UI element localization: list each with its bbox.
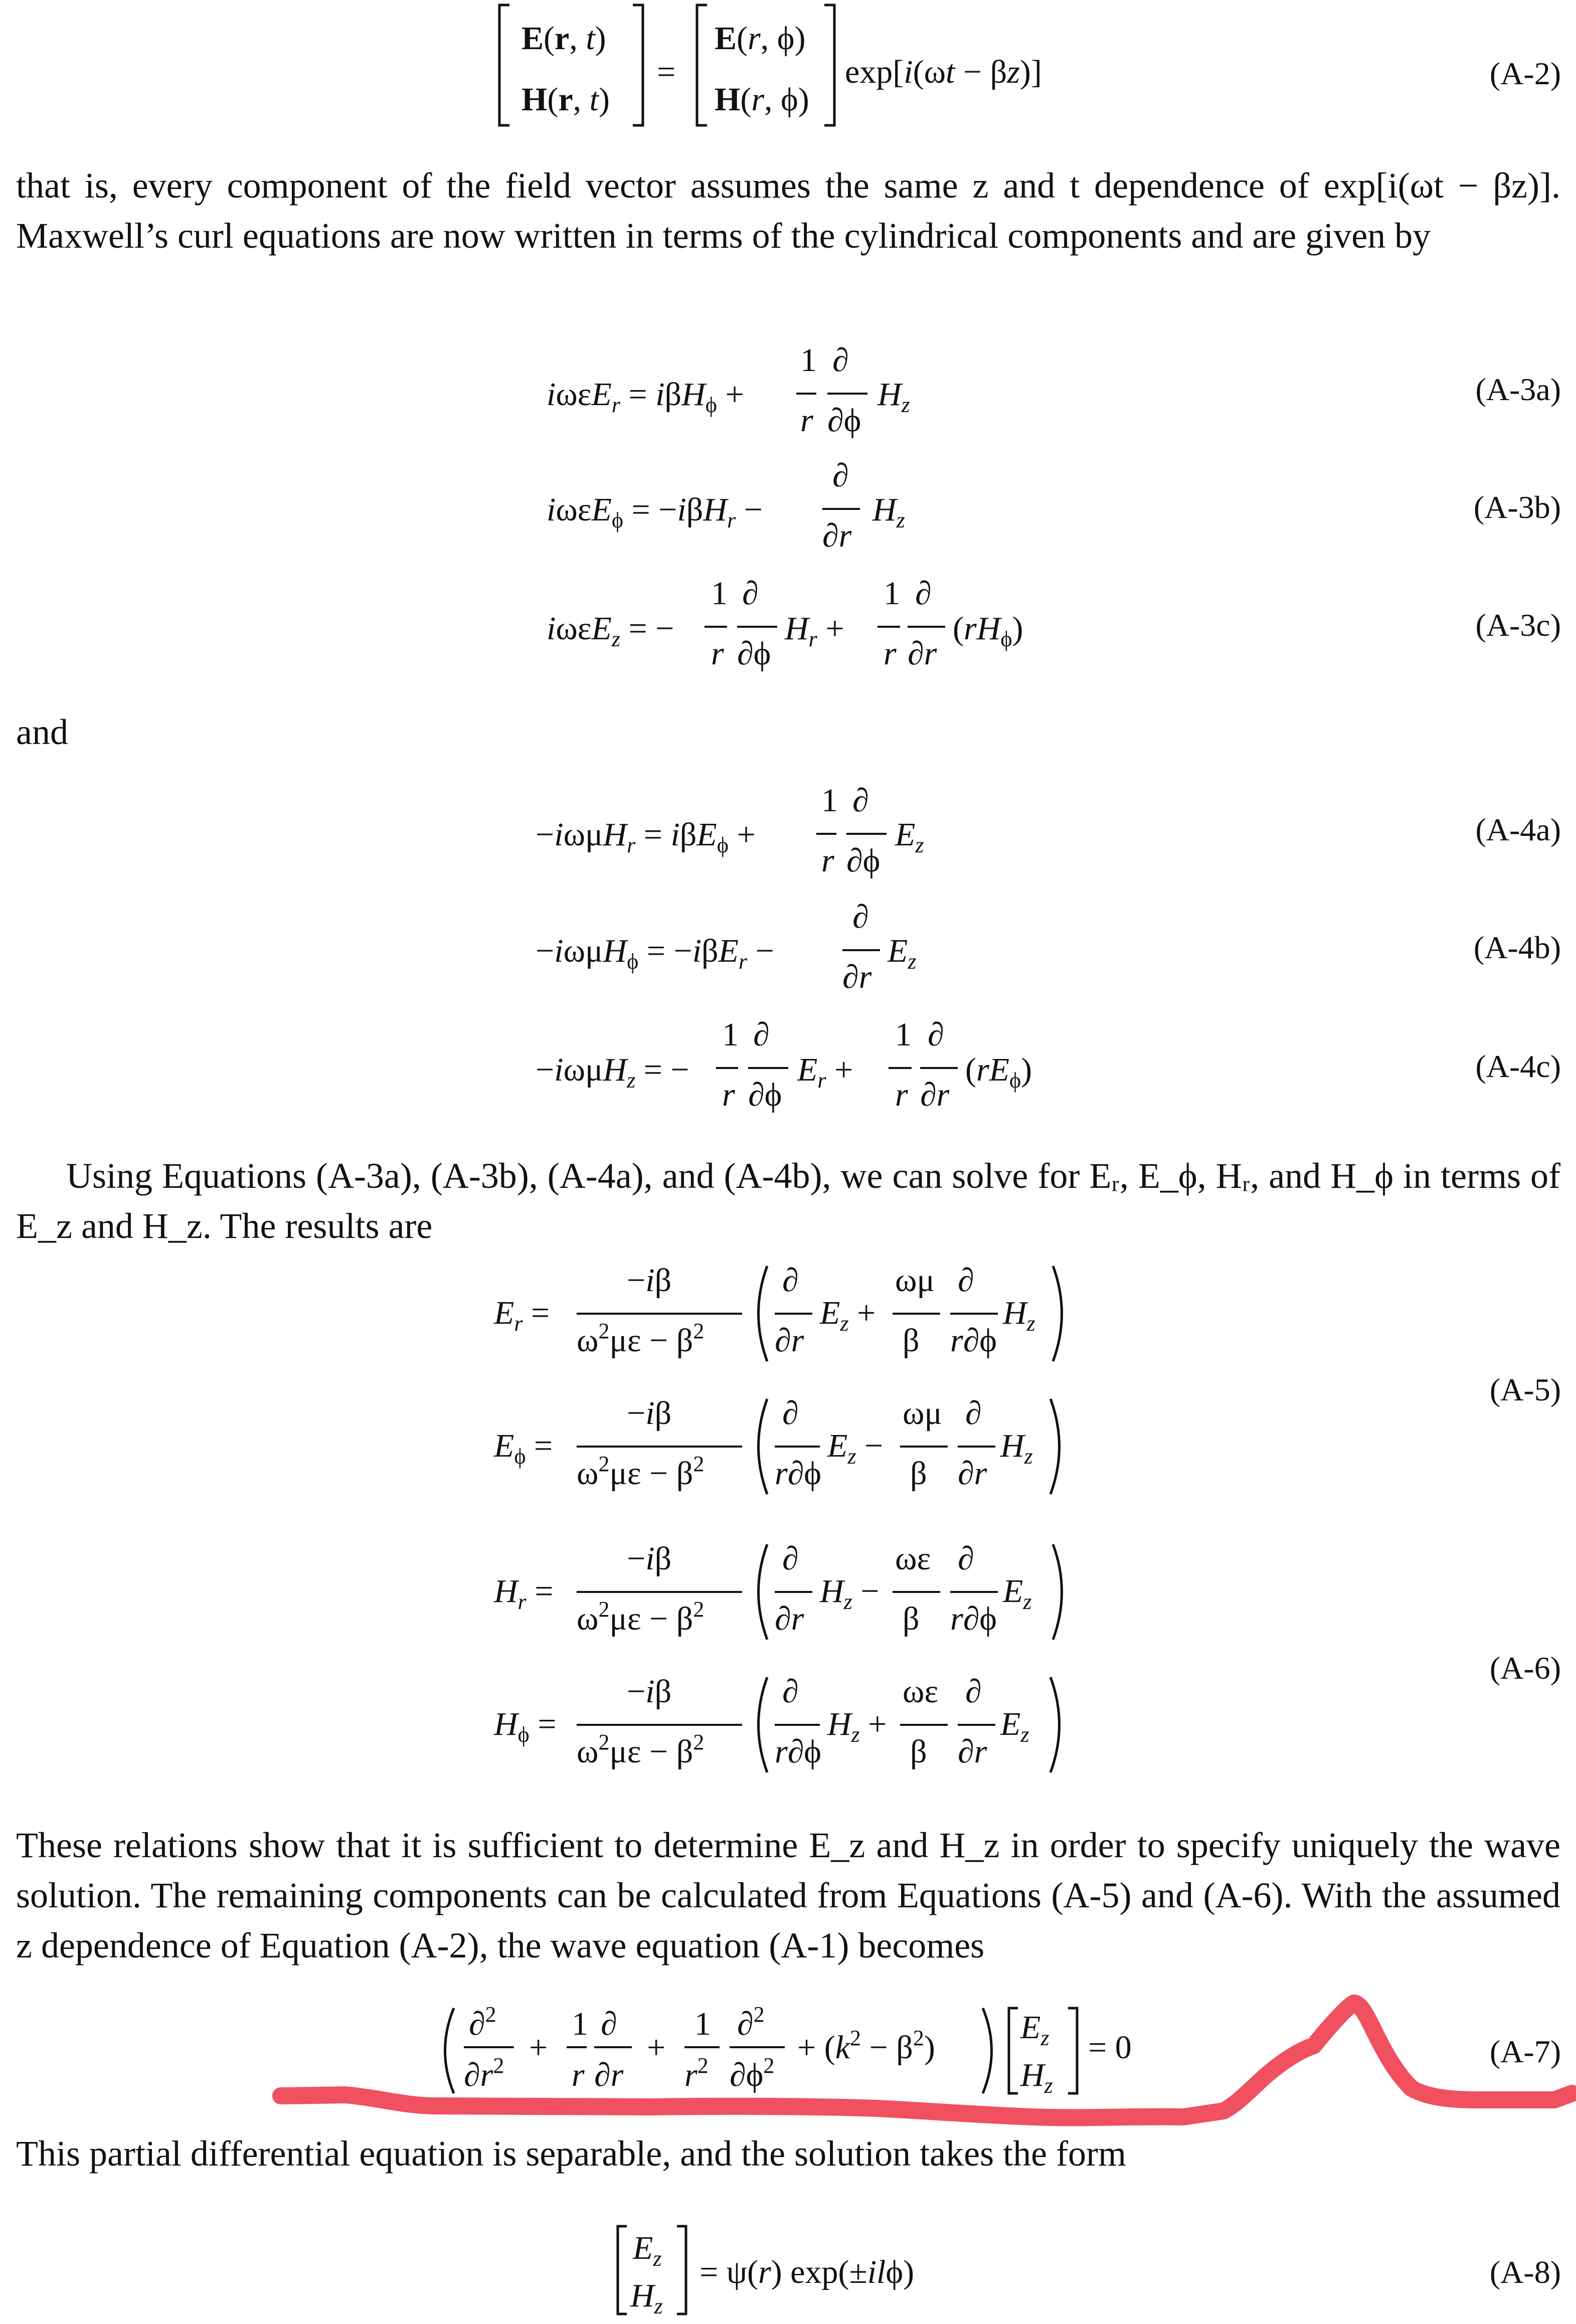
svg-text:−iωμHϕ = −iβEr −: −iωμH$_\phi$ = −iβE$_r$ − xyxy=(536,933,774,974)
svg-text:Er =: $E_r$ = xyxy=(494,1295,550,1336)
svg-text:β: β xyxy=(903,1600,920,1637)
svg-text:1: 1 xyxy=(694,2006,711,2042)
svg-text:∂r: ∂r xyxy=(775,1600,804,1637)
svg-text:=: = xyxy=(657,54,676,90)
svg-text:∂: ∂ xyxy=(782,1540,799,1577)
equation-tag-a4b: (A-4b) xyxy=(1473,930,1561,965)
svg-text:= ψ(r) exp(±ilϕ): = ψ(r) exp(±ilϕ) xyxy=(699,2254,915,2290)
equation-tag-a4a: (A-4a) xyxy=(1475,812,1561,847)
svg-text:∂: ∂ xyxy=(753,1016,770,1053)
svg-text:∂: ∂ xyxy=(601,2006,617,2042)
svg-text:∂r: ∂r xyxy=(920,1077,950,1113)
paragraph-3: These relations show that it is sufficient to determine E_z and H_z in order to specify uniquely the wave solution. The remaining components can be calculated from Equations (A-5) and (A-6). With the assumed z dependence of Equation (A-2), the wave equation (A-1) becomes xyxy=(16,1825,1560,1965)
svg-text:∂: ∂ xyxy=(852,782,869,819)
svg-text:∂: ∂ xyxy=(958,1262,974,1299)
svg-text:−iβ: −iβ xyxy=(627,1262,672,1299)
svg-text:Hz: $H_z$ xyxy=(872,491,905,532)
svg-text:r∂ϕ: r∂ϕ xyxy=(775,1733,822,1770)
svg-text:E(r, ϕ): E(r, ϕ) xyxy=(715,20,806,57)
paragraph-2: Using Equations (A-3a), (A-3b), (A-4a), and (A-4b), we can solve for Eᵣ, E_ϕ, Hᵣ, and H_ϕ in terms of E_z and H_z. The results are xyxy=(16,1156,1560,1246)
equation-tag-a3b: (A-3b) xyxy=(1473,489,1561,525)
svg-text:1: 1 xyxy=(722,1016,739,1053)
svg-text:1: 1 xyxy=(821,782,838,819)
equation-tag-a3a: (A-3a) xyxy=(1475,372,1561,407)
svg-text:r: r xyxy=(821,842,834,879)
paragraph-1: that is, every component of the field vector assumes the same z and t dependence of exp[i(ωt − βz)]. Maxwell’s curl equations are now written in terms of the cylindrical components and are given by xyxy=(16,165,1560,256)
svg-text:ωε: ωε xyxy=(895,1540,931,1577)
equation-tag-a5: (A-5) xyxy=(1489,1372,1561,1407)
svg-text:ω2με − β2: $\omega^2\mu\varepsilon - \beta^2$ xyxy=(577,1597,705,1637)
svg-text:Hr =: $H_r$ = xyxy=(494,1573,554,1614)
svg-text:H(r, ϕ): H(r, ϕ) xyxy=(715,81,809,118)
svg-text:ω2με − β2: $\omega^2\mu\varepsilon - \beta^2$ xyxy=(577,1730,705,1770)
svg-text:∂: ∂ xyxy=(782,1673,799,1710)
svg-text:Ez +: $E_z$ + xyxy=(820,1295,876,1336)
svg-text:r: r xyxy=(884,635,897,672)
svg-text:∂r: ∂r xyxy=(958,1733,987,1770)
svg-text:β: β xyxy=(910,1733,927,1770)
svg-text:Eϕ =: $E_\phi$ = xyxy=(494,1427,553,1469)
paragraph-and: and xyxy=(16,712,68,752)
svg-text:−iβ: −iβ xyxy=(627,1395,672,1432)
svg-text:Hz −: $H_z$ − xyxy=(820,1573,880,1614)
svg-text:Hz: $H_z$ xyxy=(1020,2057,1053,2098)
svg-text:∂r2: $\partial r^2$ xyxy=(464,2053,504,2093)
svg-text:∂2: ∂$^2$ xyxy=(469,2002,496,2042)
svg-text:Ez: $E_z$ xyxy=(1003,1573,1032,1614)
svg-text:iωεEϕ = −iβHr −: iωεE$_\phi$ = −iβH$_r$ − xyxy=(547,491,763,532)
svg-text:∂: ∂ xyxy=(782,1262,799,1299)
svg-text:Hz +: $H_z$ + xyxy=(827,1706,887,1747)
svg-text:Er +: $E_r$ + xyxy=(797,1051,853,1093)
paragraph-4: This partial differential equation is separable, and the solution takes the form xyxy=(16,2133,1126,2174)
equation-tag-a4c: (A-4c) xyxy=(1475,1048,1561,1084)
svg-text:1: 1 xyxy=(800,342,817,379)
svg-text:Ez: $E_z$ xyxy=(633,2230,662,2271)
svg-text:∂r: ∂r xyxy=(822,517,852,554)
svg-text:∂: ∂ xyxy=(965,1395,982,1432)
svg-text:Ez −: $E_z$ − xyxy=(827,1427,884,1469)
svg-text:1: 1 xyxy=(884,575,900,612)
svg-text:exp[i(ωt − βz)]: exp[i(ωt − βz)] xyxy=(845,54,1042,90)
svg-text:∂: ∂ xyxy=(965,1673,982,1710)
svg-text:∂: ∂ xyxy=(958,1540,974,1577)
svg-text:∂ϕ: ∂ϕ xyxy=(737,635,771,672)
svg-text:Hz: $H_z$ xyxy=(1003,1295,1035,1336)
svg-text:∂r: ∂r xyxy=(775,1322,804,1359)
svg-text:ωμ: ωμ xyxy=(903,1395,942,1432)
svg-text:r∂ϕ: r∂ϕ xyxy=(950,1322,997,1359)
svg-text:∂ϕ: ∂ϕ xyxy=(748,1077,782,1113)
svg-text:∂: ∂ xyxy=(915,575,932,612)
svg-text:∂r: ∂r xyxy=(908,635,937,672)
svg-text:Hz: $H_z$ xyxy=(630,2277,663,2318)
svg-text:ω2με − β2: $\omega^2\mu\varepsilon - \beta^2$ xyxy=(577,1452,705,1492)
svg-text:∂: ∂ xyxy=(928,1016,944,1053)
svg-text:∂2: ∂$^2$ xyxy=(737,2002,765,2042)
equation-tag-a6: (A-6) xyxy=(1489,1650,1561,1686)
svg-text:1: 1 xyxy=(572,2006,588,2042)
svg-text:1: 1 xyxy=(711,575,728,612)
svg-text:Ez: $E_z$ xyxy=(1020,2009,1049,2050)
svg-text:−iωμHz = −: −iωμH$_z$ = − xyxy=(536,1051,689,1093)
svg-text:r∂ϕ: r∂ϕ xyxy=(775,1455,822,1492)
svg-text:r∂ϕ: r∂ϕ xyxy=(950,1600,997,1637)
svg-text:r: r xyxy=(711,635,724,672)
svg-text:β: β xyxy=(903,1322,920,1359)
svg-text:Hϕ =: $H_\phi$ = xyxy=(494,1706,557,1747)
svg-text:∂r: ∂r xyxy=(842,959,872,995)
svg-text:∂ϕ: ∂ϕ xyxy=(827,402,861,439)
svg-text:Ez: $E_z$ xyxy=(888,933,917,974)
equation-tag-a8: (A-8) xyxy=(1489,2254,1561,2290)
svg-text:−iωμHr = iβEϕ +: −iωμH$_r$ = iβE$_\phi$ + xyxy=(536,816,756,857)
svg-text:1: 1 xyxy=(895,1016,912,1053)
svg-text:r: r xyxy=(572,2057,585,2093)
equation-tag-a2: (A-2) xyxy=(1489,56,1561,91)
svg-text:ωμ: ωμ xyxy=(895,1262,935,1299)
svg-text:iωεEr = iβHϕ +: iωεE$_r$ = iβH$_\phi$ + xyxy=(547,376,744,417)
svg-text:∂ϕ2: $\partial\phi^2$ xyxy=(730,2053,775,2093)
svg-text:∂ϕ: ∂ϕ xyxy=(846,842,881,879)
svg-text:Hz: $H_z$ xyxy=(878,376,910,417)
svg-text:E(r, t): E(r, t) xyxy=(521,20,606,57)
svg-text:H(r, t): H(r, t) xyxy=(521,81,610,118)
svg-text:(rHϕ): $(rH_\phi)$ xyxy=(953,610,1023,651)
svg-text:∂: ∂ xyxy=(742,575,759,612)
svg-text:Ez: $E_z$ xyxy=(895,816,924,857)
svg-text:∂: ∂ xyxy=(852,899,869,935)
svg-text:r: r xyxy=(800,402,813,439)
svg-text:∂: ∂ xyxy=(832,342,849,379)
svg-text:r2: $r^2$ xyxy=(684,2053,709,2093)
svg-text:ω2με − β2: $\omega^2\mu\varepsilon - \beta^2$ xyxy=(577,1319,705,1359)
svg-text:∂: ∂ xyxy=(832,457,849,494)
svg-text:ωε: ωε xyxy=(903,1673,939,1710)
equation-tag-a7: (A-7) xyxy=(1489,2034,1561,2069)
svg-text:β: β xyxy=(910,1455,927,1492)
svg-text:∂r: ∂r xyxy=(594,2057,624,2093)
svg-text:∂r: ∂r xyxy=(958,1455,987,1492)
svg-text:(rEϕ): $(rE_\phi)$ xyxy=(965,1051,1032,1093)
svg-text:Hr +: $H_r$ + xyxy=(785,610,844,651)
svg-text:−iβ: −iβ xyxy=(627,1673,672,1710)
svg-text:Hz: $H_z$ xyxy=(1000,1427,1033,1469)
svg-text:Ez: $E_z$ xyxy=(1000,1706,1029,1747)
equation-tag-a3c: (A-3c) xyxy=(1475,607,1561,643)
svg-text:r: r xyxy=(895,1077,908,1113)
svg-text:∂: ∂ xyxy=(782,1395,799,1432)
svg-text:−iβ: −iβ xyxy=(627,1540,672,1577)
svg-text:+: + xyxy=(647,2029,666,2066)
svg-text:= 0: = 0 xyxy=(1088,2029,1132,2066)
svg-text:+ (k2 − β2): + $(k^2 - \beta^2)$ xyxy=(797,2026,935,2066)
svg-text:iωεEz = −: iωεE$_z$ = − xyxy=(547,610,674,651)
svg-text:r: r xyxy=(722,1077,735,1113)
svg-text:+: + xyxy=(529,2029,548,2066)
